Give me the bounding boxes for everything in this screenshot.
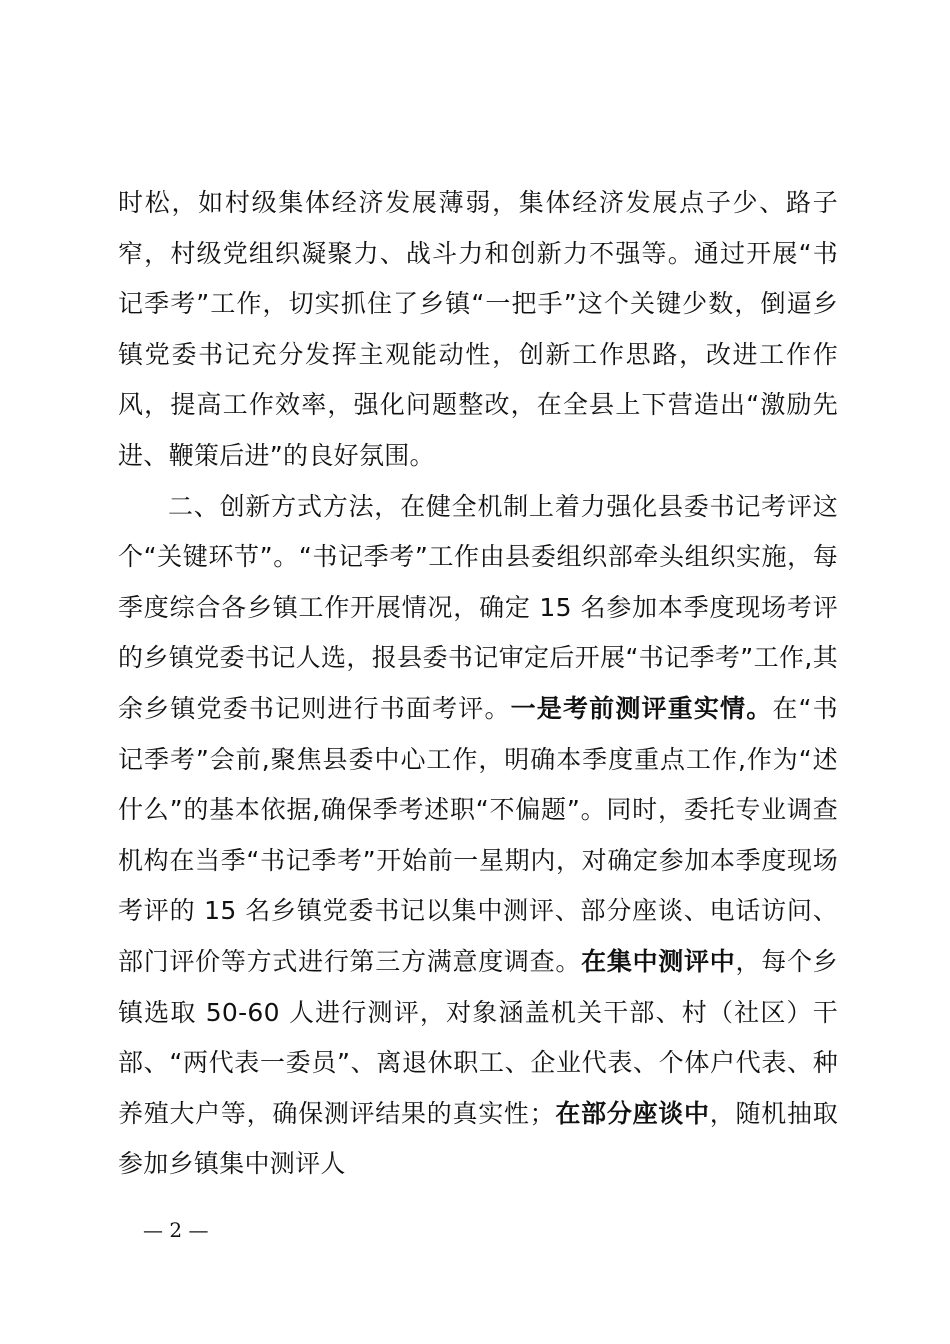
- body-text: [118, 178, 838, 1190]
- paragraph-2-part-3: ，每个乡镇选取 50-60 人进行测评，对象涵盖机关干部、村（社区）干部、“两代表一委员”、离退休职工、企业代表、个体户代表、种养殖大户等，确保测评结果的真实性；: [118, 946, 838, 1128]
- paragraph-2: [118, 482, 838, 1190]
- paragraph-2-bold-2: 在集中测评中: [581, 946, 736, 976]
- paragraph-2-part-1: 二、创新方式方法，在健全机制上着力强化县委书记考评这个“关键环节”。“书记季考”工作由县委组织部牵头组织实施，每季度综合各乡镇工作开展情况，确定 15 名参加本季度现场考评的乡镇党委书记人选，报县委书记审定后开展“书记季考”工作,其余乡镇党委书记则进行书面考评。: [118, 491, 838, 723]
- paragraph-2-bold-1: 一是考前测评重实情。: [510, 693, 773, 723]
- paragraph-2-part-4: ，随机抽取参加乡镇集中测评人: [118, 1098, 838, 1179]
- paragraph-1: [118, 178, 838, 482]
- paragraph-2-bold-3: 在部分座谈中: [554, 1098, 710, 1128]
- page-number: — 2 —: [143, 1218, 209, 1242]
- paragraph-2-part-2: 在“书记季考”会前,聚焦县委中心工作，明确本季度重点工作,作为“述什么”的基本依据,确保季考述职“不偏题”。同时，委托专业调查机构在当季“书记季考”开始前一星期内，对确定参加本季度现场考评的 15 名乡镇党委书记以集中测评、部分座谈、电话访问、部门评价等方式进行第三方满意度调查。: [118, 693, 838, 976]
- paragraph-1-text: 时松，如村级集体经济发展薄弱，集体经济发展点子少、路子窄，村级党组织凝聚力、战斗力和创新力不强等。通过开展“书记季考”工作，切实抓住了乡镇“一把手”这个关键少数，倒逼乡镇党委书记充分发挥主观能动性，创新工作思路，改进工作作风，提高工作效率，强化问题整改，在全县上下营造出“激励先进、鞭策后进”的良好氛围。: [118, 188, 838, 470]
